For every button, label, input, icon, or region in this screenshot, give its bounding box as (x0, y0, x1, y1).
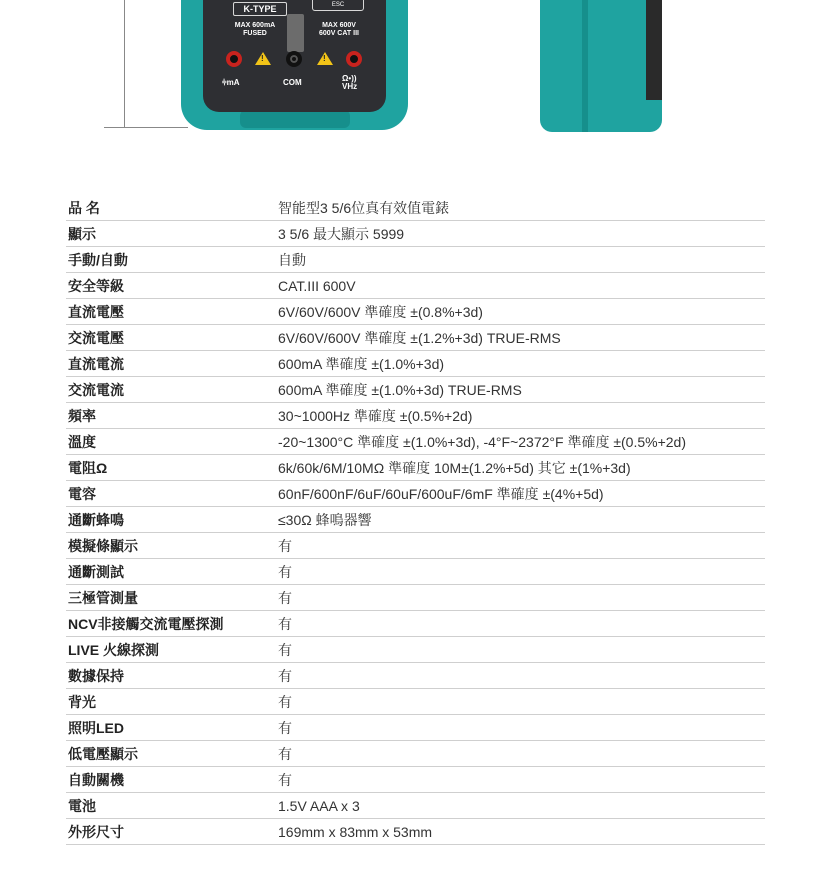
dimension-line-horizontal (104, 127, 188, 128)
spec-label: 三極管測量 (68, 590, 138, 606)
spec-value: 3 5/6 最大顯示 5999 (278, 226, 405, 242)
spec-label: 照明LED (68, 720, 124, 736)
spec-label: 模擬條顯示 (68, 538, 138, 554)
spec-label: 通斷測試 (68, 564, 124, 580)
spec-label: 手動/自動 (68, 252, 128, 268)
spec-value: 169mm x 83mm x 53mm (278, 824, 433, 840)
voltage-input-jack (346, 51, 362, 67)
ma-input-jack (226, 51, 242, 67)
fuse-rating-label: MAX 600mA FUSED (234, 22, 276, 37)
spec-row (66, 195, 765, 221)
spec-value: 有 (278, 642, 292, 658)
com-input-jack (286, 51, 302, 67)
spec-row (66, 585, 765, 611)
spec-row (66, 221, 765, 247)
spec-label: 溫度 (68, 434, 96, 450)
spec-value: 600mA 準確度 ±(1.0%+3d) (278, 356, 445, 372)
spec-label: 外形尺寸 (68, 824, 124, 840)
spec-value: 有 (278, 694, 292, 710)
dimension-line-vertical (124, 0, 125, 127)
spec-value: ≤30Ω 蜂鳴器響 (278, 512, 372, 528)
spec-value: 有 (278, 668, 292, 684)
spec-label: 安全等級 (68, 278, 124, 294)
spec-row (66, 689, 765, 715)
spec-label: 低電壓顯示 (68, 746, 138, 762)
product-photo (0, 0, 829, 150)
spec-row (66, 533, 765, 559)
cat-rating-label: MAX 600V 600V CAT III (319, 22, 359, 37)
com-jack-label: COM (283, 78, 302, 87)
spec-row (66, 559, 765, 585)
rotary-switch-slot (287, 14, 304, 52)
spec-value: 有 (278, 720, 292, 736)
spec-row (66, 247, 765, 273)
spec-label: 頻率 (68, 408, 96, 424)
spec-value: 有 (278, 772, 292, 788)
spec-row (66, 741, 765, 767)
spec-row (66, 273, 765, 299)
spec-label: 交流電流 (68, 382, 124, 398)
spec-table (66, 195, 765, 845)
spec-row (66, 611, 765, 637)
spec-value: -20~1300°C 準確度 ±(1.0%+3d), -4°F~2372°F 準確度 ±(0.5%+2d) (278, 434, 687, 450)
spec-value: 6V/60V/600V 準確度 ±(0.8%+3d) (278, 304, 483, 320)
spec-row (66, 637, 765, 663)
spec-value: 有 (278, 616, 292, 632)
warning-icon (255, 52, 271, 65)
spec-row (66, 403, 765, 429)
ma-jack-label: ⫩mA (222, 78, 240, 87)
spec-row (66, 299, 765, 325)
spec-label: 背光 (68, 694, 96, 710)
spec-value: 智能型3 5/6位真有效值電錶 (278, 200, 450, 216)
spec-row (66, 351, 765, 377)
spec-label: 直流電流 (68, 356, 124, 372)
spec-label: 電容 (68, 486, 96, 502)
esc-button: ESC (312, 0, 364, 11)
spec-value: 6k/60k/6M/10MΩ 準確度 10M±(1.2%+5d) 其它 ±(1%+3d) (278, 460, 631, 476)
spec-row (66, 377, 765, 403)
spec-value: 600mA 準確度 ±(1.0%+3d) TRUE-RMS (278, 382, 522, 398)
spec-label: 自動關機 (68, 772, 124, 788)
spec-row (66, 793, 765, 819)
spec-value: 有 (278, 564, 292, 580)
spec-row (66, 455, 765, 481)
spec-row (66, 819, 765, 845)
spec-row (66, 663, 765, 689)
spec-value: 6V/60V/600V 準確度 ±(1.2%+3d) TRUE-RMS (278, 330, 561, 346)
multimeter-bottom-grip (240, 110, 350, 128)
spec-row (66, 767, 765, 793)
spec-label: LIVE 火線探測 (68, 642, 160, 658)
spec-label: 通斷蜂鳴 (68, 512, 124, 528)
k-type-label: K-TYPE (233, 2, 287, 16)
v-hz-jack-label: Ω•)) VHz (342, 74, 358, 91)
side-grip-strip (582, 0, 588, 132)
spec-label: NCV非接觸交流電壓探測 (68, 616, 224, 632)
spec-value: 自動 (278, 252, 306, 268)
multimeter-side-view (540, 0, 662, 132)
spec-value: 30~1000Hz 準確度 ±(0.5%+2d) (278, 408, 473, 424)
spec-value: 有 (278, 590, 292, 606)
spec-row (66, 481, 765, 507)
warning-icon (317, 52, 333, 65)
spec-label: 電阻Ω (68, 460, 108, 476)
spec-value: 60nF/600nF/6uF/60uF/600uF/6mF 準確度 ±(4%+5d) (278, 486, 604, 502)
spec-label: 電池 (68, 798, 96, 814)
spec-label: 直流電壓 (68, 304, 124, 320)
spec-value: CAT.III 600V (278, 278, 356, 294)
spec-value: 有 (278, 538, 292, 554)
spec-label: 品 名 (68, 200, 100, 216)
spec-row (66, 507, 765, 533)
spec-row (66, 715, 765, 741)
spec-value: 1.5V AAA x 3 (278, 798, 360, 814)
side-dark-panel (646, 0, 662, 100)
spec-label: 顯示 (68, 226, 96, 242)
spec-label: 數據保持 (68, 668, 124, 684)
spec-row (66, 325, 765, 351)
spec-value: 有 (278, 746, 292, 762)
spec-label: 交流電壓 (68, 330, 124, 346)
spec-row (66, 429, 765, 455)
